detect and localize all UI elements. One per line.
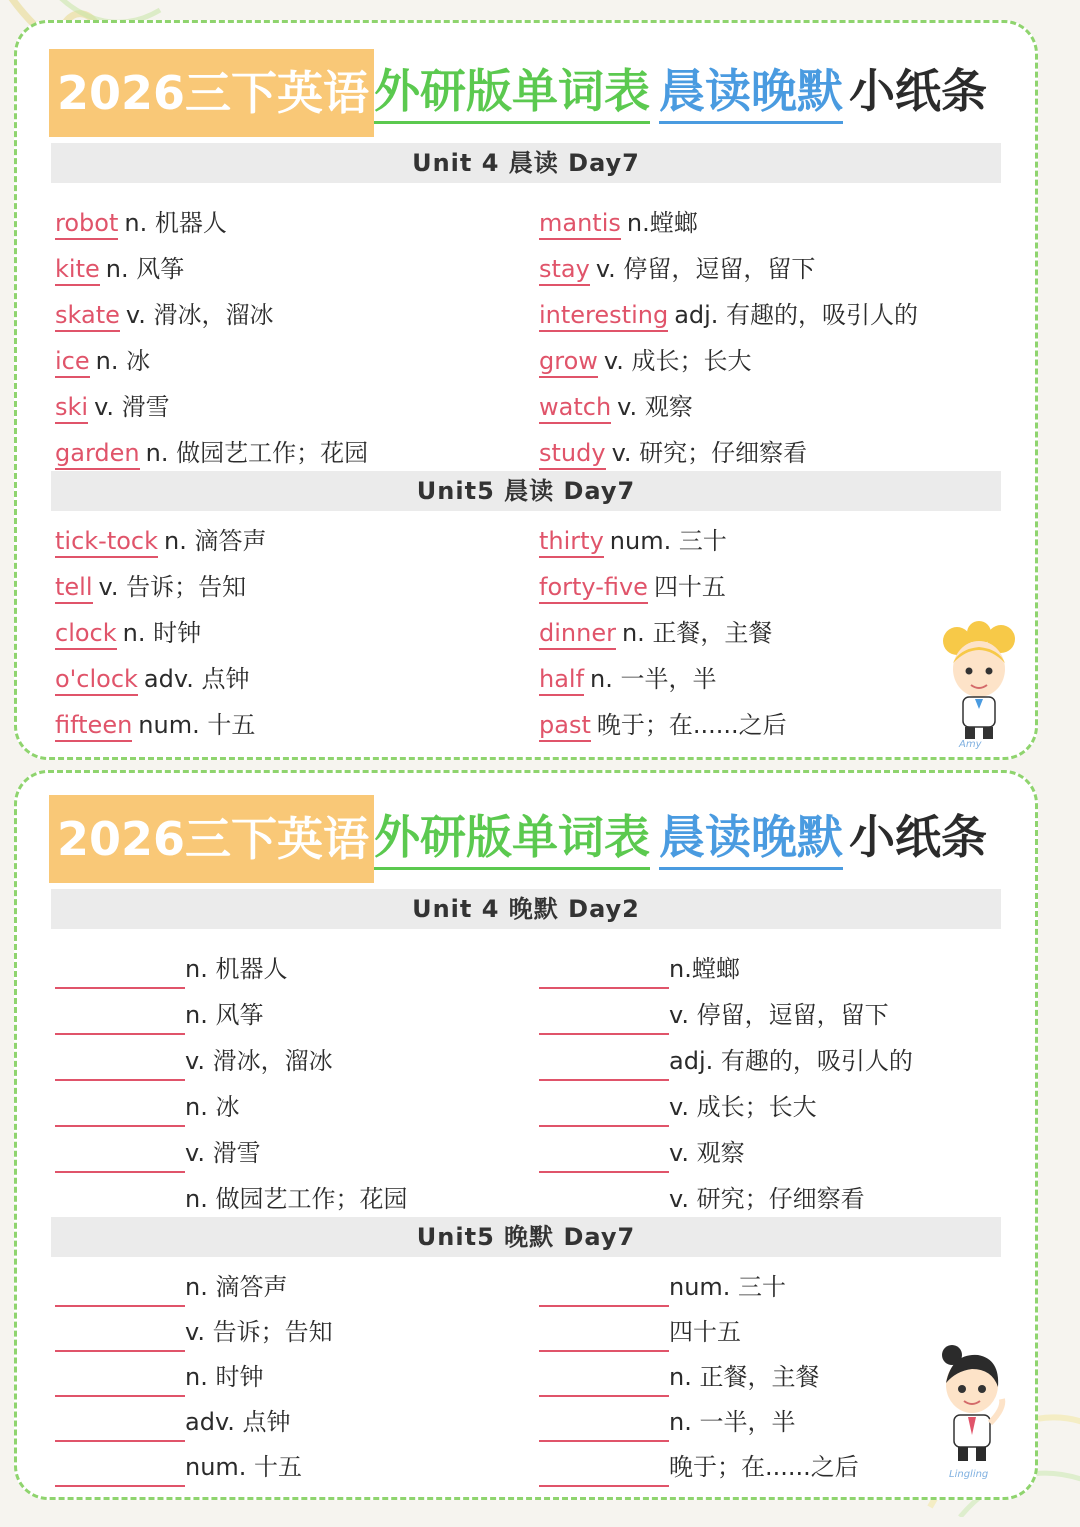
answer-blank[interactable] [55,1414,185,1442]
vocab-row [539,295,918,335]
dictation-row [539,1357,819,1397]
vocab-word: tick-tock [55,526,158,558]
vocab-word: kite [55,254,100,286]
vocab-meaning: v. 观察 [617,393,693,421]
unit5-header-bar: Unit5 晚默 Day7 [51,1217,1001,1257]
vocab-row [55,521,267,561]
vocab-word: skate [55,300,120,332]
dictation-row [55,1447,302,1487]
title-part-4: 小纸条 [849,64,987,118]
dictation-meaning: adj. 有趣的，吸引人的 [669,1047,913,1075]
vocab-meaning: n. 风筝 [105,255,185,283]
vocab-word: past [539,710,591,742]
vocab-row [55,613,201,653]
vocab-meaning: n. 一半，半 [590,665,717,693]
vocab-meaning: v. 告诉；告知 [98,573,247,601]
dictation-row [55,1041,333,1081]
dictation-row [539,1312,741,1352]
vocab-meaning: 晚于；在......之后 [596,711,787,739]
vocab-word: watch [539,392,611,424]
title-part-2: 外研版单词表 [374,807,650,870]
vocab-row [539,433,807,473]
vocab-word: o'clock [55,664,138,696]
dictation-meaning: v. 告诉；告知 [185,1318,333,1346]
dictation-row [55,1312,333,1352]
vocab-meaning: n. 机器人 [124,209,227,237]
dictation-row [539,1133,745,1173]
vocab-row [55,433,368,473]
dictation-meaning: num. 三十 [669,1273,787,1301]
dictation-meaning: v. 停留，逗留，留下 [669,1001,889,1029]
answer-blank[interactable] [539,1324,669,1352]
vocab-row [55,295,273,335]
dictation-row [55,1267,287,1307]
vocab-meaning: v. 滑雪 [94,393,170,421]
dictation-meaning: n. 一半，半 [669,1408,796,1436]
vocab-word: study [539,438,606,470]
dictation-row [539,1087,817,1127]
answer-blank[interactable] [539,1007,669,1035]
lingling-character-illustration [922,1339,1022,1469]
dictation-meaning: v. 观察 [669,1139,745,1167]
dictation-meaning: num. 十五 [185,1453,303,1481]
morning-reading-card [14,20,1038,760]
dictation-meaning: n. 冰 [185,1093,240,1121]
dictation-meaning: n.螳螂 [669,955,740,983]
vocab-meaning: n. 时钟 [122,619,202,647]
answer-blank[interactable] [55,1459,185,1487]
vocab-row [539,387,693,427]
vocab-word: grow [539,346,598,378]
answer-blank[interactable] [539,961,669,989]
vocab-row [55,659,249,699]
title-part-2: 外研版单词表 [374,61,650,124]
vocab-row [539,521,727,561]
answer-blank[interactable] [539,1279,669,1307]
vocab-meaning: adv. 点钟 [143,665,250,693]
vocab-row [55,387,170,427]
dictation-meaning: 四十五 [669,1318,741,1346]
vocab-word: fifteen [55,710,132,742]
vocab-row [539,659,717,699]
answer-blank[interactable] [55,1007,185,1035]
dictation-meaning: 晚于；在......之后 [669,1453,859,1481]
title-part-1: 2026三下英语 [49,795,374,883]
title-part-1: 2026三下英语 [49,49,374,137]
vocab-meaning: v. 停留，逗留，留下 [595,255,816,283]
answer-blank[interactable] [55,961,185,989]
vocab-row [55,705,255,745]
vocab-word: half [539,664,584,696]
vocab-word: forty-five [539,572,648,604]
answer-blank[interactable] [55,1191,185,1219]
vocab-word: ski [55,392,88,424]
dictation-meaning: n. 做园艺工作；花园 [185,1185,408,1213]
unit4-header-bar: Unit 4 晚默 Day2 [51,889,1001,929]
answer-blank[interactable] [539,1191,669,1219]
vocab-row [55,567,246,607]
vocab-word: thirty [539,526,604,558]
vocab-meaning: adj. 有趣的，吸引人的 [674,301,919,329]
vocab-word: dinner [539,618,616,650]
vocab-meaning: n. 做园艺工作；花园 [145,439,369,467]
dictation-row [55,995,263,1035]
dictation-meaning: n. 正餐，主餐 [669,1363,820,1391]
dictation-meaning: n. 时钟 [185,1363,264,1391]
dictation-row [539,1402,795,1442]
vocab-word: stay [539,254,590,286]
dictation-row [55,1357,263,1397]
dictation-row [55,1087,239,1127]
answer-blank[interactable] [55,1145,185,1173]
title-part-4: 小纸条 [849,810,987,864]
vocab-meaning: v. 研究；仔细察看 [611,439,808,467]
dictation-row [539,995,889,1035]
vocab-meaning: v. 滑冰，溜冰 [125,301,274,329]
dictation-row [55,1179,407,1219]
dictation-meaning: n. 滴答声 [185,1273,288,1301]
vocab-meaning: n. 滴答声 [164,527,267,555]
vocab-meaning: n. 正餐，主餐 [621,619,773,647]
answer-blank[interactable] [539,1053,669,1081]
card-title [49,795,1009,885]
answer-blank[interactable] [539,1459,669,1487]
dictation-meaning: v. 研究；仔细察看 [669,1185,865,1213]
vocab-meaning: n. 冰 [95,347,151,375]
answer-blank[interactable] [55,1099,185,1127]
unit5-header-bar: Unit5 晨读 Day7 [51,471,1001,511]
dictation-meaning: v. 成长；长大 [669,1093,817,1121]
vocab-word: mantis [539,208,621,240]
answer-blank[interactable] [55,1279,185,1307]
vocab-word: robot [55,208,118,240]
vocab-word: ice [55,346,90,378]
answer-blank[interactable] [55,1324,185,1352]
title-part-3: 晨读晚默 [659,61,843,124]
answer-blank[interactable] [55,1053,185,1081]
vocab-word: interesting [539,300,668,332]
dictation-row [539,1041,913,1081]
dictation-meaning: n. 机器人 [185,955,288,983]
dictation-row [55,1402,291,1442]
vocab-word: garden [55,438,140,470]
dictation-meaning: adv. 点钟 [185,1408,291,1436]
vocab-word: clock [55,618,117,650]
unit4-header-bar: Unit 4 晨读 Day7 [51,143,1001,183]
vocab-meaning: n.螳螂 [626,209,698,237]
dictation-meaning: n. 风筝 [185,1001,264,1029]
dictation-row [539,1447,859,1487]
card-title [49,49,1009,139]
vocab-meaning: 四十五 [653,573,726,601]
title-part-3: 晨读晚默 [659,807,843,870]
answer-blank[interactable] [55,1369,185,1397]
answer-blank[interactable] [539,1145,669,1173]
amy-label: Amy [959,739,982,750]
dictation-row [55,1133,261,1173]
vocab-row [539,203,698,243]
dictation-meaning: v. 滑雪 [185,1139,261,1167]
answer-blank[interactable] [539,1099,669,1127]
vocab-row [539,705,787,745]
vocab-row [55,341,150,381]
dictation-row [55,949,287,989]
dictation-row [539,1179,865,1219]
dictation-row [539,949,740,989]
vocab-meaning: num. 十五 [138,711,256,739]
vocab-row [539,613,772,653]
vocab-row [539,567,726,607]
vocab-meaning: num. 三十 [609,527,727,555]
answer-blank[interactable] [539,1414,669,1442]
vocab-row [55,249,184,289]
dictation-row [539,1267,786,1307]
answer-blank[interactable] [539,1369,669,1397]
vocab-word: tell [55,572,93,604]
amy-character-illustration [929,619,1029,741]
vocab-row [539,341,752,381]
dictation-meaning: v. 滑冰，溜冰 [185,1047,333,1075]
vocab-meaning: v. 成长；长大 [603,347,752,375]
vocab-row [55,203,227,243]
lingling-label: Lingling [949,1469,989,1480]
vocab-row [539,249,815,289]
evening-dictation-card [14,770,1038,1500]
